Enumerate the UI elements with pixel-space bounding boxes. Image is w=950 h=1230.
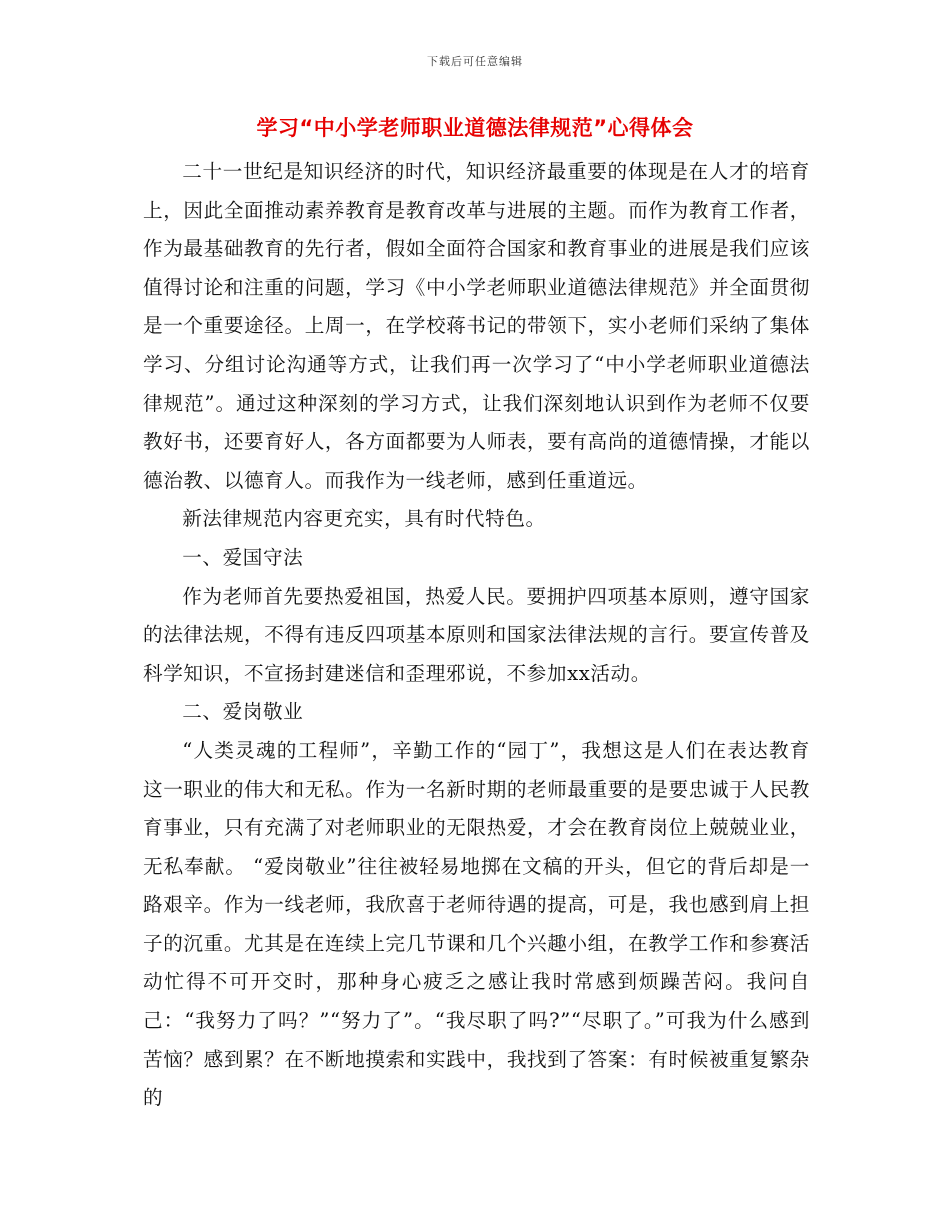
- document-body: [143, 153, 810, 1118]
- document-title: 学习“中小学老师职业道德法律规范”心得体会: [256, 116, 694, 140]
- paragraph-summary: 新法律规范内容更充实，具有时代特色。: [182, 507, 546, 531]
- section-heading-dedication: 二、爱岗敬业: [182, 700, 304, 724]
- header-note: 下载后可任意编辑: [427, 55, 523, 68]
- paragraph-dedication: “人类灵魂的工程师”，辛勤工作的“园丁”，我想这是人们在表达教育这一职业的伟大和无私。作为一名新时期的老师最重要的是要忠诚于人民教育事业，只有充满了对老师职业的无限热爱，才会在教育岗位上兢兢业业，无私奉献。 “爱岗敬业”往往被轻易地掷在文稿的开头，但它的背后却是一路艰辛。作为一线老师，我欣喜于老师待遇的提高，可是，我也感到肩上担子的沉重。尤其是在连续上完几节课和几个兴趣小组，在教学工作和参赛活动忙得不可开交时，那种身心疲乏之感让我时常感到烦躁苦闷。我问自己：“我努力了吗？”“努力了”。“我尽职了吗?”“尽职了。”可我为什么感到苦恼？感到累？在不断地摸索和实践中，我找到了答案：有时候被重复繁杂的: [143, 738, 810, 1110]
- section-heading-patriotism: 一、爱国守法: [182, 545, 304, 569]
- paragraph-intro: 二十一世纪是知识经济的时代，知识经济最重要的体现是在人才的培育上，因此全面推动素养教育是教育改革与进展的主题。而作为教育工作者，作为最基础教育的先行者，假如全面符合国家和教育事业的进展是我们应该值得讨论和注重的问题，学习《中小学老师职业道德法律规范》并全面贯彻是一个重要途径。上周一，在学校蒋书记的带领下，实小老师们采纳了集体学习、分组讨论沟通等方式，让我们再一次学习了“中小学老师职业道德法律规范”。通过这种深刻的学习方式，让我们深刻地认识到作为老师不仅要教好书，还要育好人，各方面都要为人师表，要有高尚的道德情操，才能以德治教、以德育人。而我作为一线老师，感到任重道远。: [143, 160, 810, 492]
- paragraph-patriotism: 作为老师首先要热爱祖国，热爱人民。要拥护四项基本原则，遵守国家的法律法规，不得有违反四项基本原则和国家法律法规的言行。要宣传普及科学知识，不宣扬封建迷信和歪理邪说，不参加xx活动。: [143, 584, 810, 685]
